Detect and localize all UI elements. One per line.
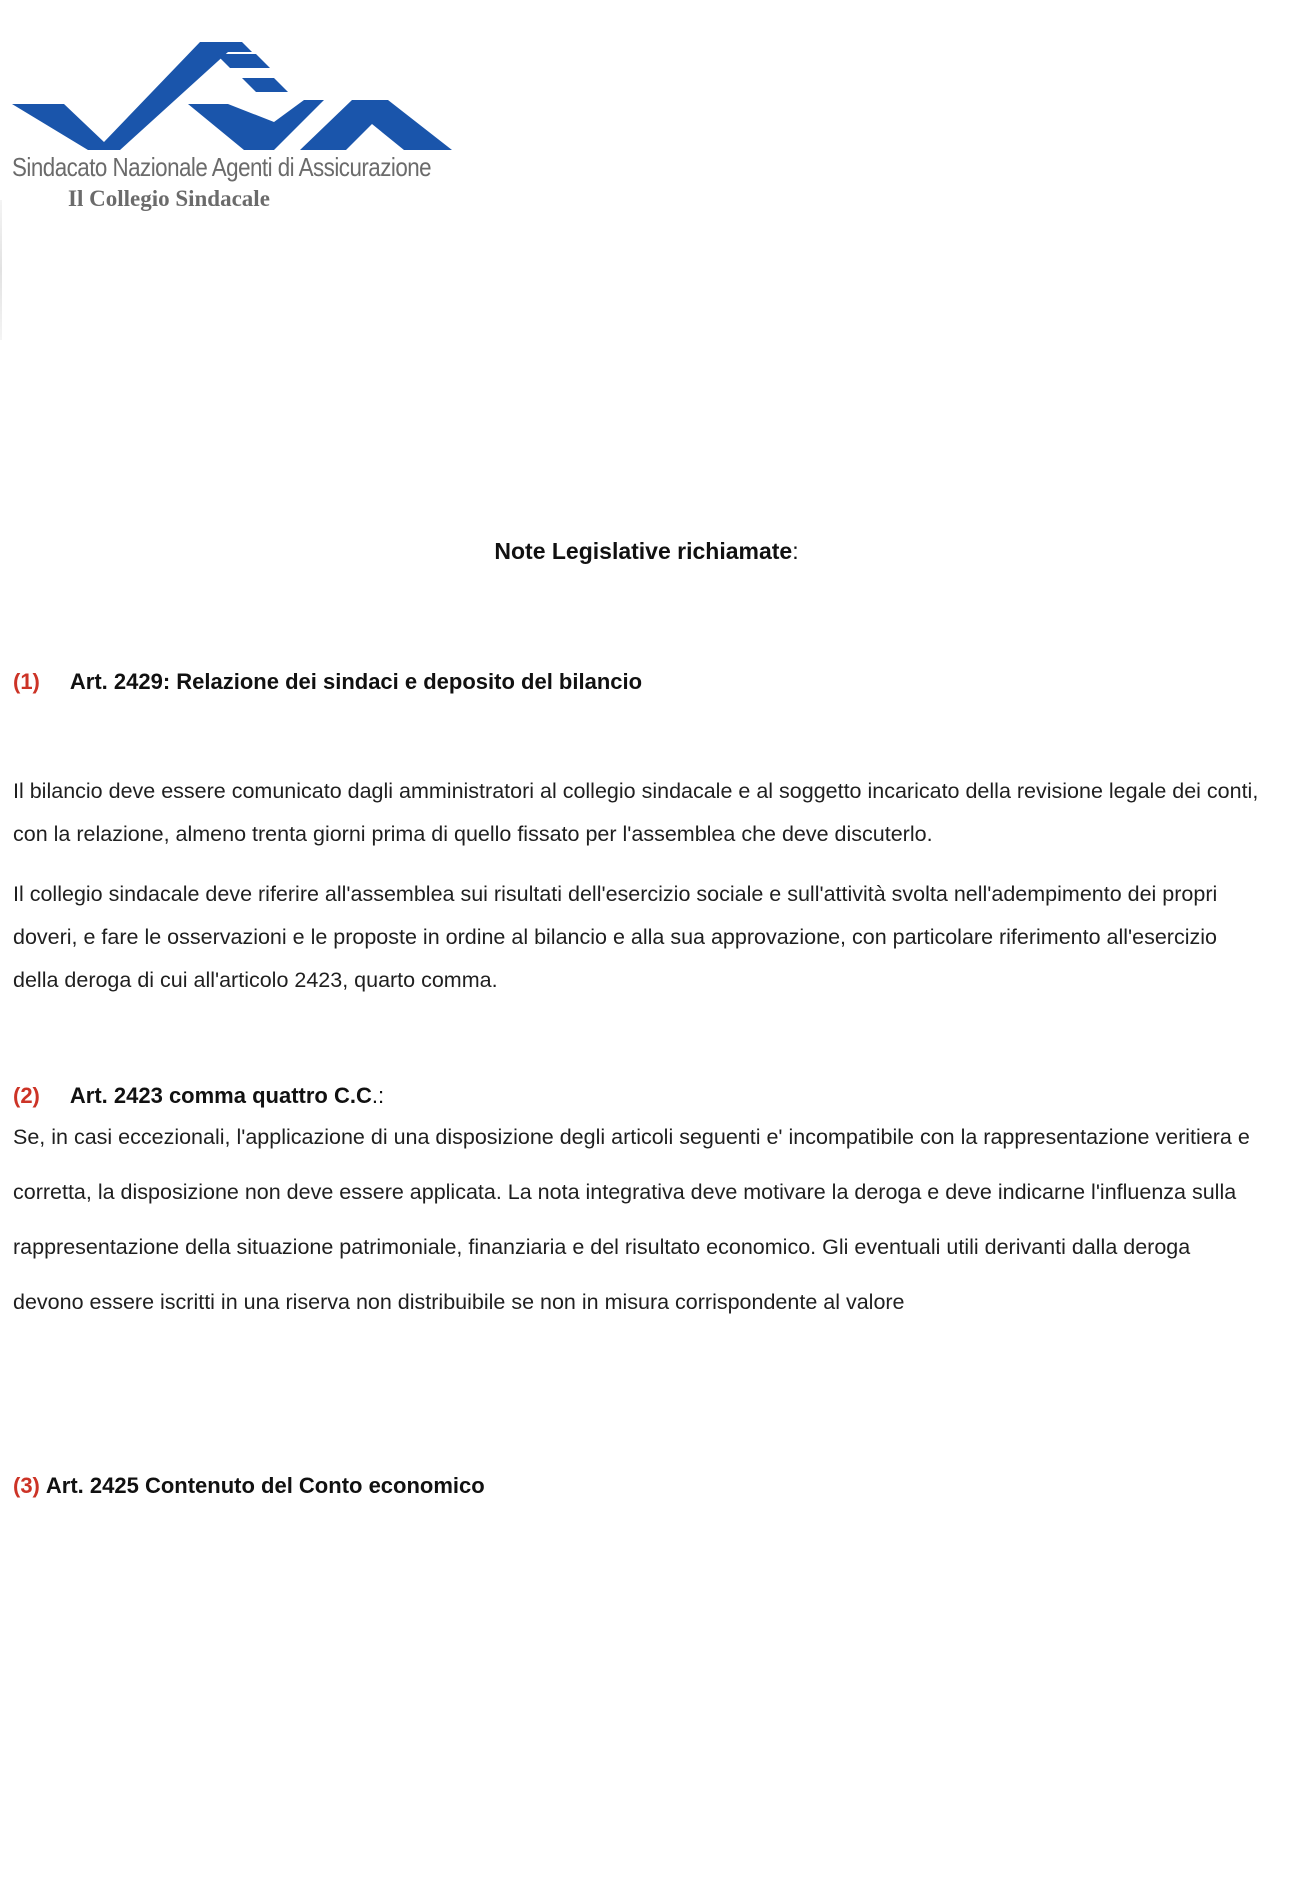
note-3-title: Art. 2425 Contenuto del Conto economico xyxy=(45,1473,485,1498)
document-title-text: Note Legislative richiamate xyxy=(494,538,793,564)
note-2-number: (2) xyxy=(13,1083,40,1108)
note-1-paragraph-1: Il bilancio deve essere comunicato dagli amministratori al collegio sindacale e al soggetto incaricato della revisione legale dei conti, con la relazione, almeno trenta giorni prima di quello fissato per l'assemblea che deve discuterlo. xyxy=(13,779,1259,846)
sna-chevron-logo-icon xyxy=(12,38,462,150)
note-3-heading xyxy=(13,1473,485,1499)
note-3-number: (3) xyxy=(13,1473,40,1498)
document-title-colon: : xyxy=(792,538,799,564)
letterhead xyxy=(0,0,460,230)
note-2-heading xyxy=(13,1083,384,1109)
document-title xyxy=(0,538,1293,565)
organization-subtitle: Il Collegio Sindacale xyxy=(68,186,270,211)
note-2-title-suffix: .: xyxy=(371,1083,385,1108)
note-1-title: Art. 2429: Relazione dei sindaci e deposito del bilancio xyxy=(69,669,643,694)
note-1-number: (1) xyxy=(13,669,40,694)
note-1-paragraph-2: Il collegio sindacale deve riferire all'assemblea sui risultati dell'esercizio sociale e sull'attività svolta nell'adempimento dei propri doveri, e fare le osservazioni e le proposte in ordine al bilancio e alla sua approvazione, con particolare riferimento all'esercizio della deroga di cui all'articolo 2423, quarto comma. xyxy=(13,882,1218,992)
note-1-heading xyxy=(13,669,642,695)
note-2-paragraph-1: Se, in casi eccezionali, l'applicazione di una disposizione degli articoli seguenti e' incompatibile con la rappresentazione veritiera e corretta, la disposizione non deve essere applicata. La nota integrativa deve motivare la deroga e deve indicarne l'influenza sulla rappresentazione della situazione patrimoniale, finanziaria e del risultato economico. Gli eventuali utili derivanti dalla deroga devono essere iscritti in una riserva non distribuibile se non in misura corrispondente al valore xyxy=(13,1125,1250,1314)
organization-name: Sindacato Nazionale Agenti di Assicurazione xyxy=(12,152,432,182)
note-2-title: Art. 2423 comma quattro C.C xyxy=(69,1083,372,1108)
page-edge-mark xyxy=(0,200,2,340)
